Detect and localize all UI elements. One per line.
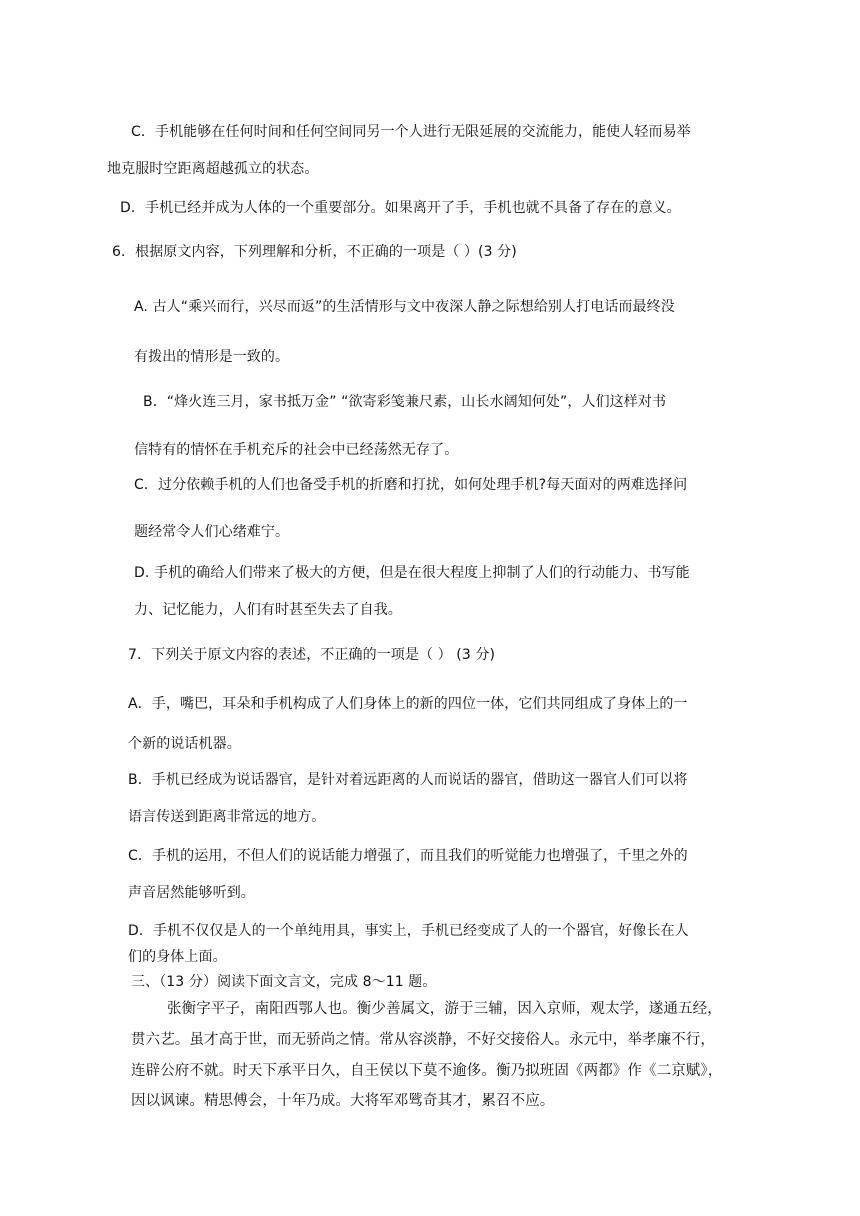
section3-passage-line3: 连辟公府不就。时天下承平日久，自王侯以下莫不逾侈。衡乃拟班固《两都》作《二京赋》， — [131, 1063, 723, 1079]
q6-option-d-line1: D. 手机的确给人们带来了极大的方便，但是在很大程度上抑制了人们的行动能力、书写能 — [134, 565, 690, 581]
q7-stem: 7．下列关于原文内容的表述，不正确的一项是（ ） (3 分) — [128, 647, 496, 663]
q7-option-b-line1: B．手机已经成为说话器官，是针对着远距离的人而说话的器官，借助这一器官人们可以将 — [128, 772, 688, 788]
q7-option-a-line2: 个新的说话机器。 — [128, 736, 241, 752]
q6-option-a-line1: A. 古人“乘兴而行，兴尽而返”的生活情形与文中夜深人静之际想给别人打电话而最终没 — [134, 299, 675, 315]
q6-option-c-line1: C．过分依赖手机的人们也备受手机的折磨和打扰，如何处理手机?每天面对的两难选择问 — [134, 477, 688, 493]
q6-stem: 6．根据原文内容，下列理解和分析，不正确的一项是（ ）(3 分) — [112, 244, 517, 260]
q6-option-b-line1: B．“烽火连三月，家书抵万金” “欲寄彩笺兼尺素，山长水阔知何处”，人们这样对书 — [143, 394, 667, 410]
section3-heading: 三、（13 分）阅读下面文言文，完成 8～11 题。 — [131, 974, 437, 990]
q5-option-c-line1: C．手机能够在任何时间和任何空间同另一个人进行无限延展的交流能力，能使人轻而易举 — [131, 124, 691, 140]
q7-option-c-line1: C．手机的运用，不但人们的说话能力增强了，而且我们的听觉能力也增强了，千里之外的 — [128, 848, 688, 864]
q6-option-d-line2: 力、记忆能力，人们有时甚至失去了自我。 — [134, 602, 402, 618]
q7-option-a-line1: A．手，嘴巴，耳朵和手机构成了人们身体上的新的四位一体，它们共同组成了身体上的一 — [128, 696, 688, 712]
q5-option-c-line2: 地克服时空距离超越孤立的状态。 — [107, 161, 319, 177]
q6-option-c-line2: 题经常令人们心绪难宁。 — [134, 524, 290, 540]
q6-option-b-line2: 信特有的情怀在手机充斥的社会中已经荡然无存了。 — [134, 442, 459, 458]
section3-passage-line4: 因以讽谏。精思傅会，十年乃成。大将军邓骘奇其才，累召不应。 — [131, 1093, 555, 1109]
section3-passage-line2: 贯六艺。虽才高于世，而无骄尚之情。常从容淡静，不好交接俗人。永元中，举孝廉不行， — [131, 1032, 715, 1048]
q7-option-d-line2: 们的身体上面。 — [128, 949, 227, 965]
q7-option-c-line2: 声音居然能够听到。 — [128, 885, 255, 901]
q7-option-b-line2: 语言传送到距离非常远的地方。 — [128, 809, 326, 825]
q5-option-d-line1: D．手机已经并成为人体的一个重要部分。如果离开了手，手机也就不具备了存在的意义。 — [120, 200, 681, 216]
q7-option-d-line1: D．手机不仅仅是人的一个单纯用具，事实上，手机已经变成了人的一个器官，好像长在人 — [128, 923, 689, 939]
section3-passage-line1: 张衡字平子，南阳西鄂人也。衡少善属文，游于三辅，因入京师，观太学，遂通五经， — [167, 1001, 722, 1017]
q6-option-a-line2: 有拨出的情形是一致的。 — [134, 349, 290, 365]
